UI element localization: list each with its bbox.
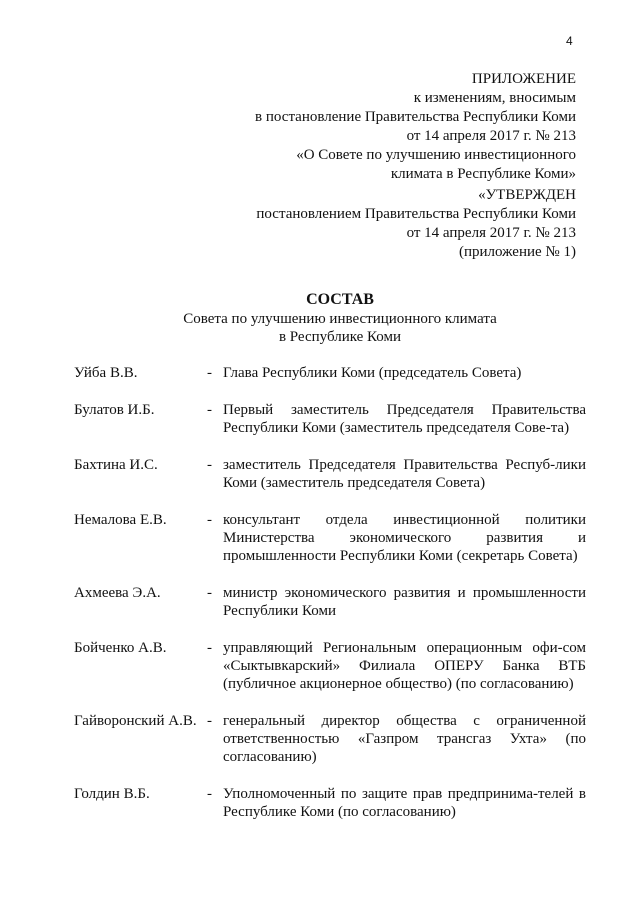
member-row [74,712,586,766]
member-dash: - [207,457,212,473]
member-name: Бойченко А.В. [74,640,167,656]
approved-line: от 14 апреля 2017 г. № 213 [406,225,576,241]
approved-line: (приложение № 1) [458,244,576,260]
approved-block [256,186,576,262]
member-name: Ахмеева Э.А. [74,585,161,601]
page-number: 4 [566,34,573,48]
appendix-line: от 14 апреля 2017 г. № 213 [406,128,576,144]
member-row [74,456,586,492]
member-name: Бахтина И.С. [74,457,158,473]
member-description: Первый заместитель Председателя Правительства Республики Коми (заместитель председателя Сове-та) [223,402,586,436]
member-description: министр экономического развития и промышленности Республики Коми [223,585,586,619]
member-description: заместитель Председателя Правительства Респуб-лики Коми (заместитель председателя Совета) [223,457,586,491]
member-dash: - [207,786,212,802]
member-dash: - [207,365,212,381]
member-name: Гайворонский А.В. [74,713,197,729]
member-row [74,511,586,565]
member-name: Немалова Е.В. [74,512,167,528]
member-description: Уполномоченный по защите прав предпринима-телей в Республике Коми (по согласованию) [223,786,586,820]
approved-line: «УТВЕРЖДЕН [478,187,576,203]
member-row [74,401,586,437]
approved-line: постановлением Правительства Республики Коми [256,206,576,222]
appendix-block [255,70,576,184]
member-row [74,584,586,620]
heading-title: СОСТАВ [306,291,374,308]
member-name: Булатов И.Б. [74,402,155,418]
heading-subtitle: в Республике Коми [278,329,402,345]
member-row [74,364,586,382]
member-dash: - [207,713,212,729]
appendix-line: «О Совете по улучшению инвестиционного [296,147,576,163]
heading-subtitle: Совета по улучшению инвестиционного климата [183,311,497,327]
member-description: консультант отдела инвестиционной политики Министерства экономического развития и промышленности Республики Коми (секретарь Совета) [223,512,586,564]
appendix-line: в постановление Правительства Республики Коми [255,109,576,125]
appendix-line: ПРИЛОЖЕНИЕ [471,71,576,87]
member-dash: - [207,640,212,656]
appendix-line: климата в Республике Коми» [390,166,576,182]
members-list [74,364,586,840]
member-dash: - [207,512,212,528]
appendix-line: к изменениям, вносимым [413,90,576,106]
member-description: генеральный директор общества с ограниченной ответственностью «Газпром трансгаз Ухта» (по согласованию) [223,713,586,765]
member-dash: - [207,402,212,418]
member-description: управляющий Региональным операционным офи-сом «Сыктывкарский» Филиала ОПЕРУ Банка ВТБ (публичное акционерное общество) (по согласованию) [223,640,586,692]
member-row [74,785,586,821]
member-description: Глава Республики Коми (председатель Совета) [223,365,522,381]
member-dash: - [207,585,212,601]
member-name: Уйба В.В. [74,365,138,381]
member-row [74,639,586,693]
document-heading [0,290,640,346]
member-name: Голдин В.Б. [74,786,150,802]
